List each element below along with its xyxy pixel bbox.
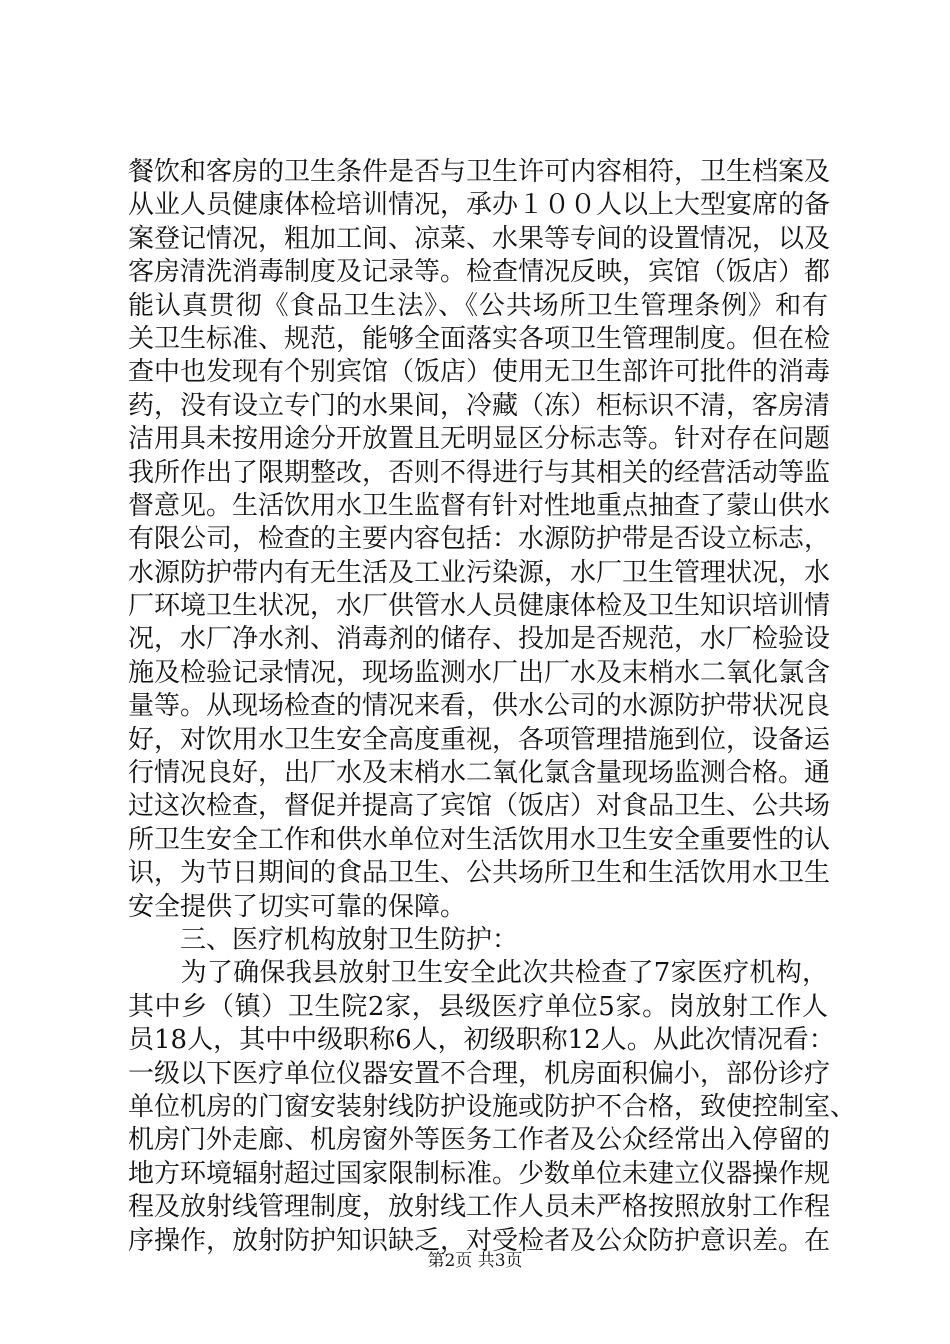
text-line: 关卫生标准、规范，能够全面落实各项卫生管理制度。但在检: [128, 323, 831, 354]
text-line: 为了确保我县放射卫生安全此次共检查了7家医疗机构，: [128, 958, 828, 989]
text-line: 安全提供了切实可靠的保障。: [128, 891, 467, 922]
text-line: 行情况良好，出厂水及末梢水二氧化氯含量现场监测合格。通: [128, 758, 831, 789]
text-line: 其中乡（镇）卫生院2家，县级医疗单位5家。岗放射工作人: [128, 991, 828, 1022]
text-line: 程及放射线管理制度，放射线工作人员未严格按照放射工作程: [128, 1192, 831, 1223]
text-line: 序操作，放射防护知识缺乏，对受检者及公众防护意识差。在: [128, 1225, 831, 1256]
text-line: 识，为节日期间的食品卫生、公共场所卫生和生活饮用水卫生: [128, 858, 831, 889]
text-line: 能认真贯彻《食品卫生法》、《公共场所卫生管理条例》和有: [128, 290, 828, 321]
text-line: 水源防护带内有无生活及工业污染源，水厂卫生管理状况，水: [128, 557, 831, 588]
document-body: [128, 156, 857, 1258]
text-line: 量等。从现场检查的情况来看，供水公司的水源防护带状况良: [128, 691, 831, 722]
text-line: 客房清洗消毒制度及记录等。检查情况反映，宾馆（饭店）都: [128, 257, 831, 288]
text-line: 餐饮和客房的卫生条件是否与卫生许可内容相符，卫生档案及: [128, 157, 831, 187]
text-line: 况，水厂净水剂、消毒剂的储存、投加是否规范，水厂检验设: [128, 624, 831, 655]
text-line: 地方环境辐射超过国家限制标准。少数单位未建立仪器操作规: [128, 1158, 831, 1189]
text-line: 洁用具未按用途分开放置且无明显区分标志等。针对存在问题: [128, 424, 831, 455]
text-line: 所卫生安全工作和供水单位对生活饮用水卫生安全重要性的认: [128, 824, 831, 855]
text-line: 药，没有设立专门的水果间，冷藏（冻）柜标识不清，客房清: [128, 390, 831, 421]
text-line: 过这次检查，督促并提高了宾馆（饭店）对食品卫生、公共场: [128, 791, 831, 822]
paragraph-radiation-protection: [128, 957, 857, 1258]
text-line: 厂环境卫生状况，水厂供管水人员健康体检及卫生知识培训情: [128, 591, 831, 622]
text-line: 好，对饮用水卫生安全高度重视，各项管理措施到位，设备运: [128, 724, 831, 755]
text-line: 有限公司，检查的主要内容包括：水源防护带是否设立标志，: [128, 524, 831, 555]
page-footer: 第2页 共3页: [427, 1251, 523, 1271]
text-line: 我所作出了限期整改，否则不得进行与其相关的经营活动等监: [128, 457, 831, 488]
text-line: 案登记情况，粗加工间、凉菜、水果等专间的设置情况，以及: [128, 223, 831, 254]
text-line: 一级以下医疗单位仪器安置不合理，机房面积偏小，部份诊疗: [128, 1058, 831, 1089]
text-line: 单位机房的门窗安装射线防护设施或防护不合格，致使控制室、: [128, 1091, 857, 1122]
paragraph-food-hygiene: [128, 156, 831, 924]
text-line: 督意见。生活饮用水卫生监督有针对性地重点抽查了蒙山供水: [128, 490, 831, 521]
text-line: 施及检验记录情况，现场监测水厂出厂水及末梢水二氧化氯含: [128, 657, 831, 688]
text-line: 机房门外走廊、机房窗外等医务工作者及公众经常出入停留的: [128, 1125, 831, 1156]
text-line: 查中也发现有个别宾馆（饭店）使用无卫生部许可批件的消毒: [128, 357, 831, 388]
text-line: 员18人，其中中级职称6人，初级职称12人。从此次情况看：: [128, 1025, 835, 1056]
section-heading-radiation: 三、医疗机构放射卫生防护：: [128, 924, 519, 955]
text-line: 从业人员健康体检培训情况，承办１００人以上大型宴席的备: [128, 190, 831, 221]
